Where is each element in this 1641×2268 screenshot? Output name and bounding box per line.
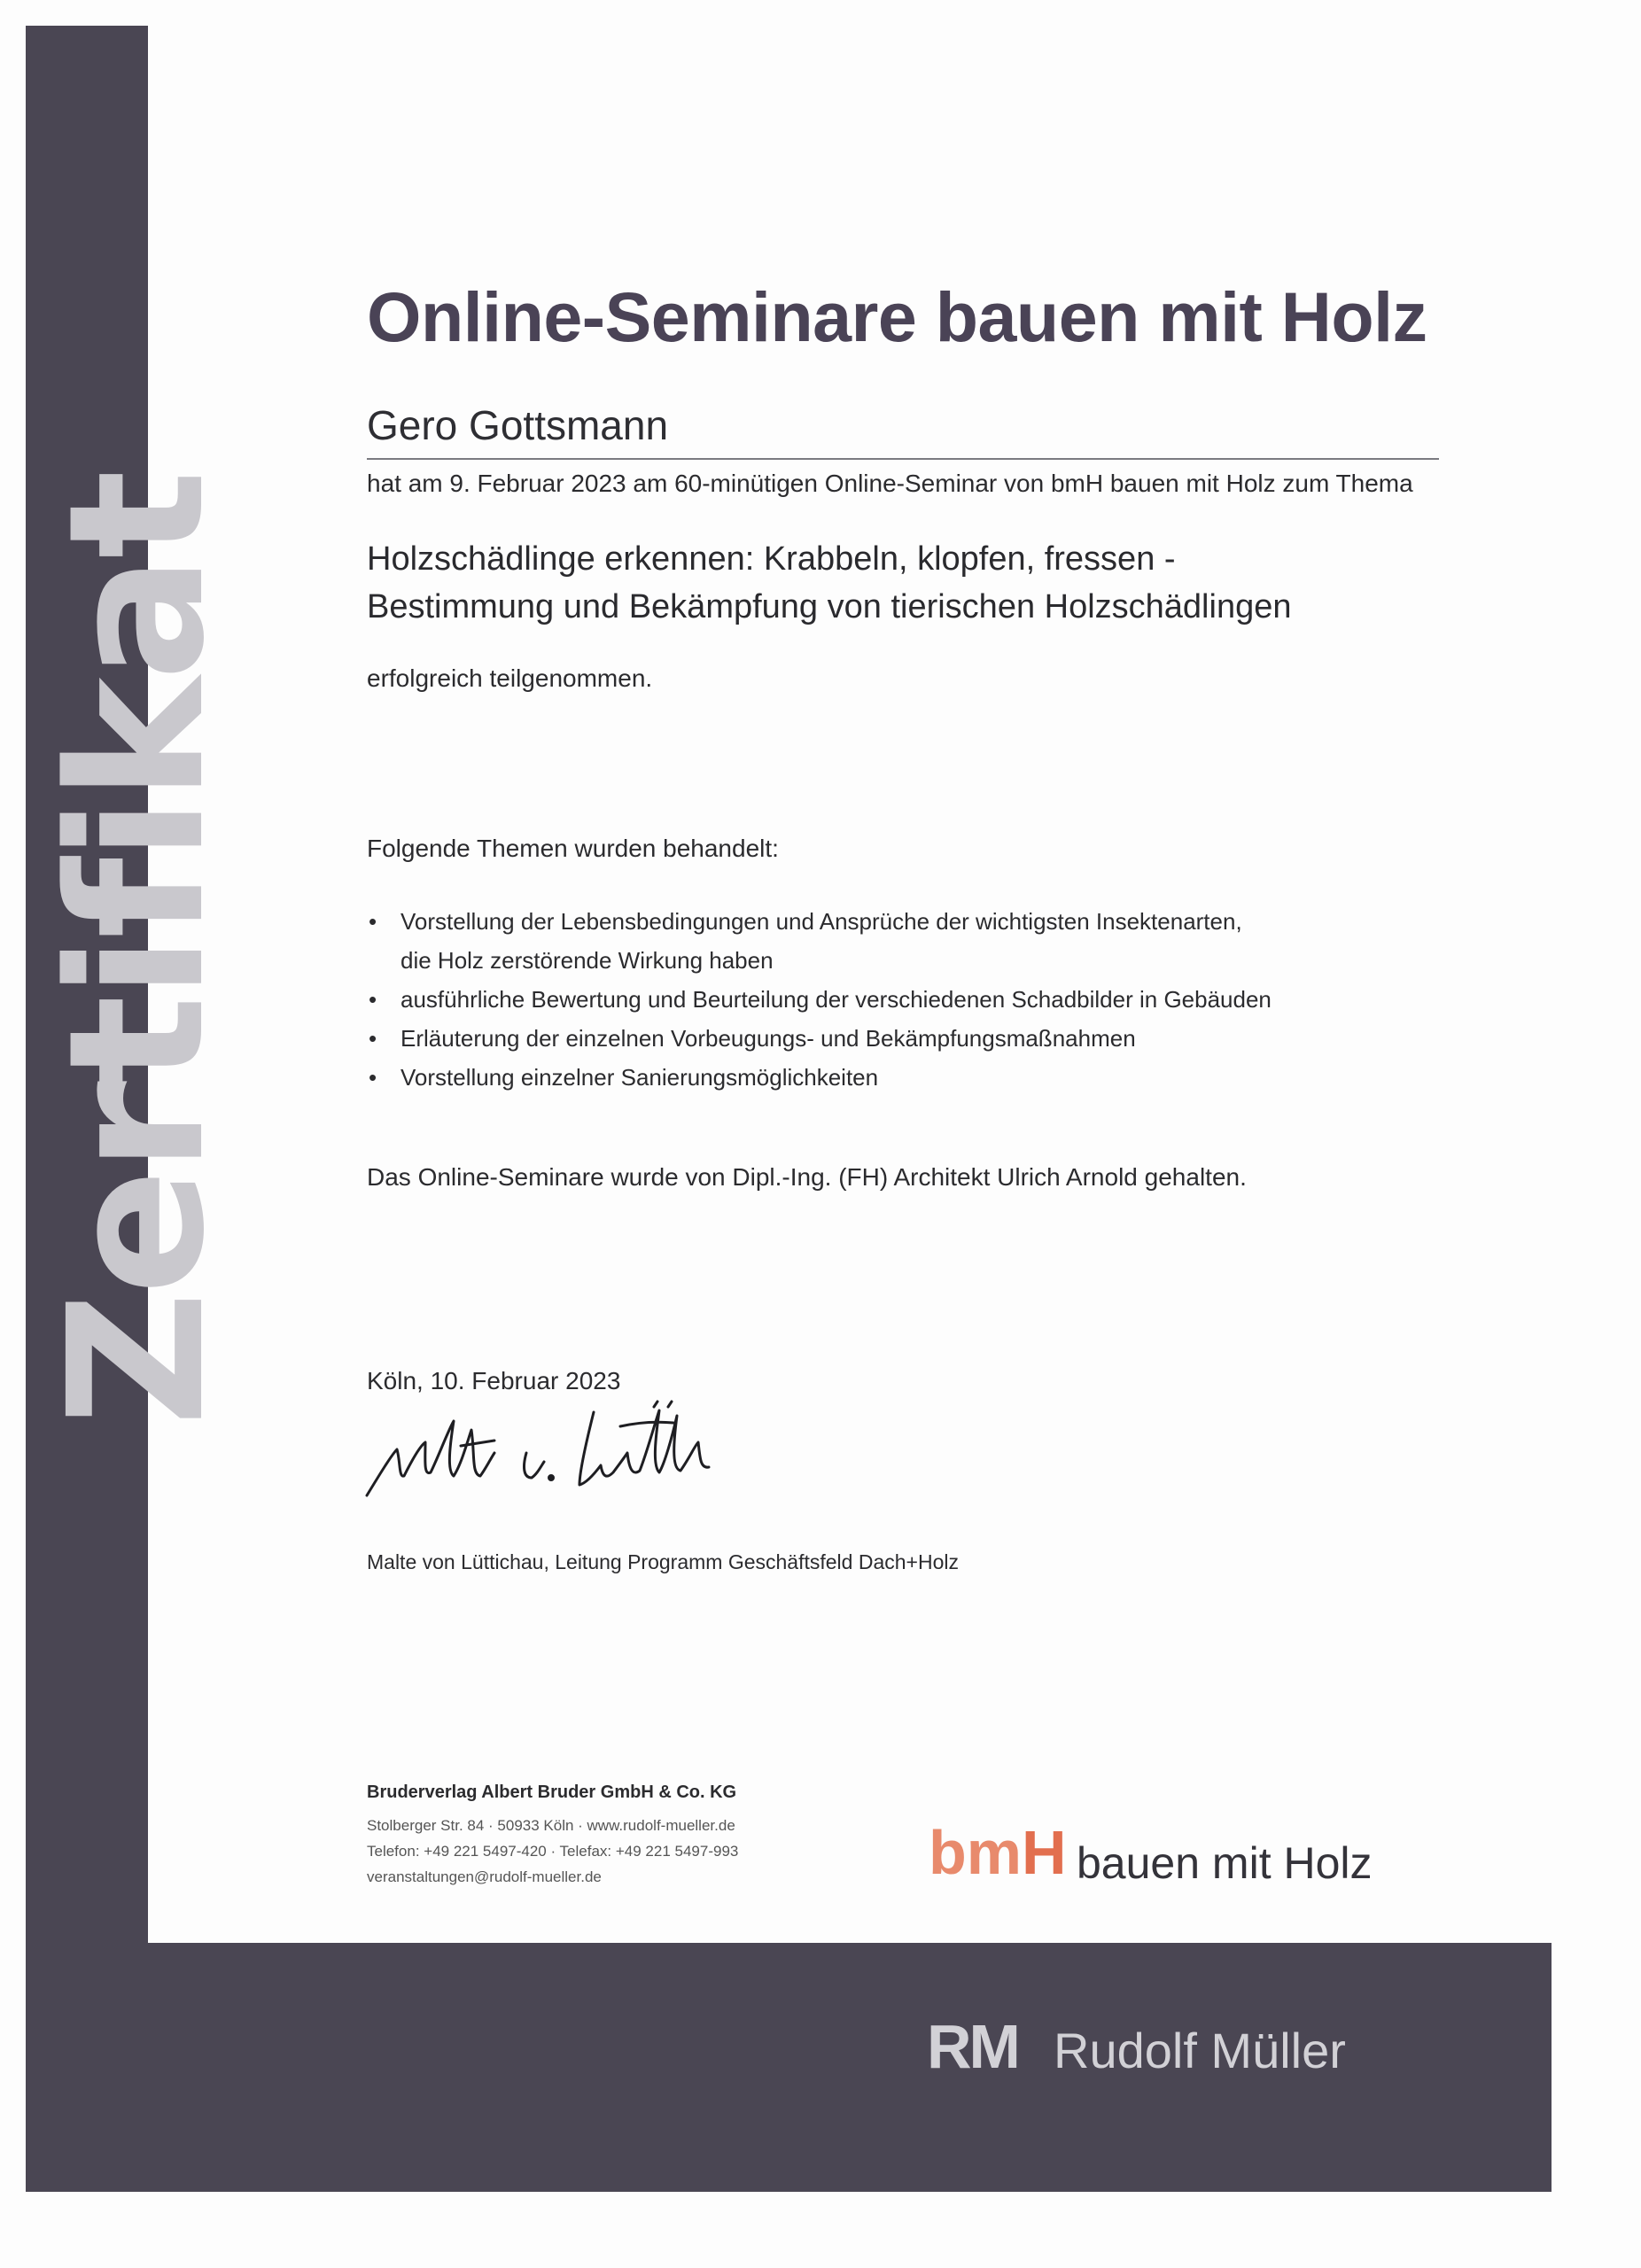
theme-item-continuation: die Holz zerstörende Wirkung haben — [401, 947, 774, 974]
name-underline — [367, 458, 1439, 460]
signer-name-title: Malte von Lüttichau, Leitung Programm Geschäftsfeld Dach+Holz — [367, 1550, 959, 1573]
bullet-icon: • — [369, 1025, 377, 1052]
bullet-icon: • — [369, 986, 377, 1013]
participation-closing: erfolgreich teilgenommen. — [367, 664, 653, 692]
bmh-brand-text: bauen mit Holz — [1077, 1838, 1373, 1888]
seminar-topic-line-1: Holzschädlinge erkennen: Krabbeln, klopfen, fressen - — [367, 540, 1176, 578]
theme-item: • Erläuterung der einzelnen Vorbeugungs- und Bekämpfungsmaßnahmen — [367, 1019, 1272, 1058]
publisher-name: Bruderverlag Albert Bruder GmbH & Co. KG — [367, 1783, 737, 1802]
bullet-icon: • — [369, 1064, 377, 1091]
theme-item: • Vorstellung der Lebensbedingungen und Ansprüche der wichtigsten Insektenarten, die Holz zerstörende Wirkung haben — [367, 902, 1272, 980]
participation-intro: hat am 9. Februar 2023 am 60-minütigen Online-Seminar von bmH bauen mit Holz zum Thema — [367, 470, 1413, 497]
rudolf-mueller-text: Rudolf Müller — [1054, 2023, 1346, 2078]
themes-label: Folgende Themen wurden behandelt: — [367, 835, 779, 862]
speaker-statement: Das Online-Seminare wurde von Dipl.-Ing. (FH) Architekt Ulrich Arnold gehalten. — [367, 1163, 1247, 1191]
seminar-topic-line-2: Bestimmung und Bekämpfung von tierischen Holzschädlingen — [367, 588, 1292, 625]
rm-logo: RM — [927, 2012, 1018, 2081]
bmh-logo: bmH — [929, 1818, 1067, 1887]
publisher-contact — [367, 1813, 738, 1890]
seminar-topic — [367, 535, 1291, 631]
zertifikat-vertical-title: Zertifikat — [28, 473, 245, 1426]
signature — [362, 1391, 787, 1506]
place-date: Köln, 10. Februar 2023 — [367, 1367, 621, 1394]
themes-list — [367, 902, 1272, 1097]
participant-name: Gero Gottsmann — [367, 402, 669, 448]
theme-item: • Vorstellung einzelner Sanierungsmöglichkeiten — [367, 1058, 1272, 1097]
publisher-address: Stolberger Str. 84 · 50933 Köln · www.rudolf-mueller.de — [367, 1817, 735, 1834]
publisher-email: veranstaltungen@rudolf-mueller.de — [367, 1868, 602, 1885]
certificate-title: Online-Seminare bauen mit Holz — [367, 277, 1427, 356]
publisher-phone: Telefon: +49 221 5497-420 · Telefax: +49 221 5497-993 — [367, 1843, 739, 1860]
theme-item: • ausführliche Bewertung und Beurteilung der verschiedenen Schadbilder in Gebäuden — [367, 980, 1272, 1019]
bullet-icon: • — [369, 908, 377, 935]
